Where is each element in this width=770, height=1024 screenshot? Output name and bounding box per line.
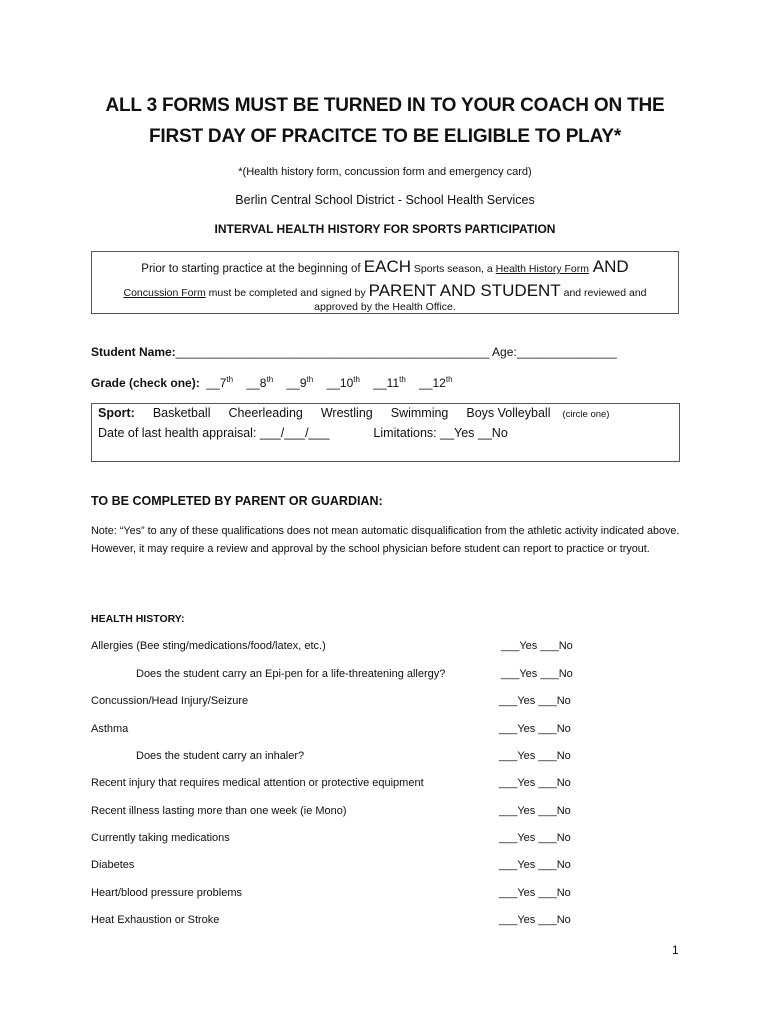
grade-label: Grade (check one):: [91, 376, 200, 390]
instructions-box: [91, 251, 679, 314]
sport-option-swimming[interactable]: Swimming: [390, 406, 449, 420]
parent-section-heading: TO BE COMPLETED BY PARENT OR GUARDIAN:: [91, 494, 383, 508]
appraisal-row: [98, 426, 508, 440]
health-history-heading: HEALTH HISTORY:: [91, 613, 185, 625]
yes-no-answer[interactable]: ___Yes ___No: [501, 640, 573, 652]
sport-option-wrestling[interactable]: Wrestling: [320, 406, 373, 420]
sport-box: [91, 403, 680, 462]
qualification-note: Note: “Yes” to any of these qualifications does not mean automatic disqualification from the athletic activity indicated above. However, it may require a review and approval by the school physician before student can report to practice or tryout.: [91, 525, 680, 555]
concussion-form-ref: Concussion Form: [123, 287, 206, 299]
grade-row: [91, 375, 463, 390]
question-label: Does the student carry an inhaler?: [136, 750, 305, 762]
yes-no-answer[interactable]: ___Yes ___No: [499, 805, 571, 817]
sport-row: [98, 406, 609, 420]
question-label: Currently taking medications: [91, 832, 230, 844]
parent-student-emphasis: PARENT AND STUDENT: [368, 281, 561, 300]
instructions-text: Sports season, a: [411, 263, 496, 275]
yes-no-answer[interactable]: ___Yes ___No: [499, 887, 571, 899]
student-name-label: Student Name:: [91, 345, 176, 359]
question-label: Allergies (Bee sting/medications/food/latex, etc.): [91, 640, 326, 652]
sport-label: Sport:: [98, 406, 135, 420]
student-name-field[interactable]: _______________________________________________: [175, 345, 490, 359]
question-label: Recent illness lasting more than one week (ie Mono): [91, 805, 347, 817]
circle-one-note: (circle one): [562, 409, 610, 420]
sport-option-basketball[interactable]: Basketball: [152, 406, 211, 420]
and-emphasis: AND: [589, 257, 629, 276]
grade-option-7[interactable]: __7th: [206, 375, 234, 390]
yes-no-answer[interactable]: ___Yes ___No: [499, 914, 571, 926]
age-label: Age:: [489, 345, 517, 359]
health-history-form-ref: Health History Form: [495, 263, 589, 275]
grade-option-11[interactable]: __11th: [373, 375, 406, 390]
forms-note: *(Health history form, concussion form and emergency card): [238, 166, 532, 178]
each-emphasis: EACH: [363, 257, 411, 276]
yes-no-answer[interactable]: ___Yes ___No: [499, 723, 571, 735]
appraisal-date-field[interactable]: Date of last health appraisal: ___/___/___: [98, 426, 330, 440]
district-name: Berlin Central School District - School Health Services: [235, 193, 535, 207]
yes-no-answer[interactable]: ___Yes ___No: [499, 750, 571, 762]
age-field[interactable]: _______________: [516, 345, 617, 359]
yes-no-answer[interactable]: ___Yes ___No: [501, 668, 573, 680]
limitations-field[interactable]: Limitations: __Yes __No: [373, 426, 508, 440]
grade-option-8[interactable]: __8th: [246, 375, 274, 390]
question-label: Heat Exhaustion or Stroke: [91, 914, 220, 926]
form-heading: INTERVAL HEALTH HISTORY FOR SPORTS PARTICIPATION: [214, 222, 556, 236]
question-label: Asthma: [91, 723, 129, 735]
instructions-line-1: [92, 257, 678, 277]
student-name-row: [91, 345, 617, 359]
yes-no-answer[interactable]: ___Yes ___No: [499, 859, 571, 871]
yes-no-answer[interactable]: ___Yes ___No: [499, 832, 571, 844]
question-label: Concussion/Head Injury/Seizure: [91, 695, 249, 707]
question-label: Heart/blood pressure problems: [91, 887, 243, 899]
yes-no-answer[interactable]: ___Yes ___No: [499, 695, 571, 707]
instructions-text: Prior to starting practice at the beginning of: [141, 263, 364, 275]
title-line-1: ALL 3 FORMS MUST BE TURNED IN TO YOUR COACH ON THE: [105, 95, 665, 116]
grade-option-12[interactable]: __12th: [419, 375, 453, 390]
instructions-line-3: approved by the Health Office.: [314, 301, 456, 313]
question-label: Does the student carry an Epi-pen for a life-threatening allergy?: [136, 668, 446, 680]
question-label: Recent injury that requires medical attention or protective equipment: [91, 777, 424, 789]
sport-option-boys-volleyball[interactable]: Boys Volleyball: [466, 406, 551, 420]
instructions-line-2: [92, 281, 678, 301]
question-label: Diabetes: [91, 859, 135, 871]
instructions-text: must be completed and signed by: [205, 287, 369, 299]
yes-no-answer[interactable]: ___Yes ___No: [499, 777, 571, 789]
page-number: 1: [672, 943, 679, 957]
title-line-2: FIRST DAY OF PRACITCE TO BE ELIGIBLE TO PLAY*: [148, 126, 622, 147]
grade-option-9[interactable]: __9th: [286, 375, 314, 390]
grade-option-10[interactable]: __10th: [326, 375, 360, 390]
instructions-text: and reviewed and: [560, 287, 647, 299]
sport-option-cheerleading[interactable]: Cheerleading: [228, 406, 303, 420]
